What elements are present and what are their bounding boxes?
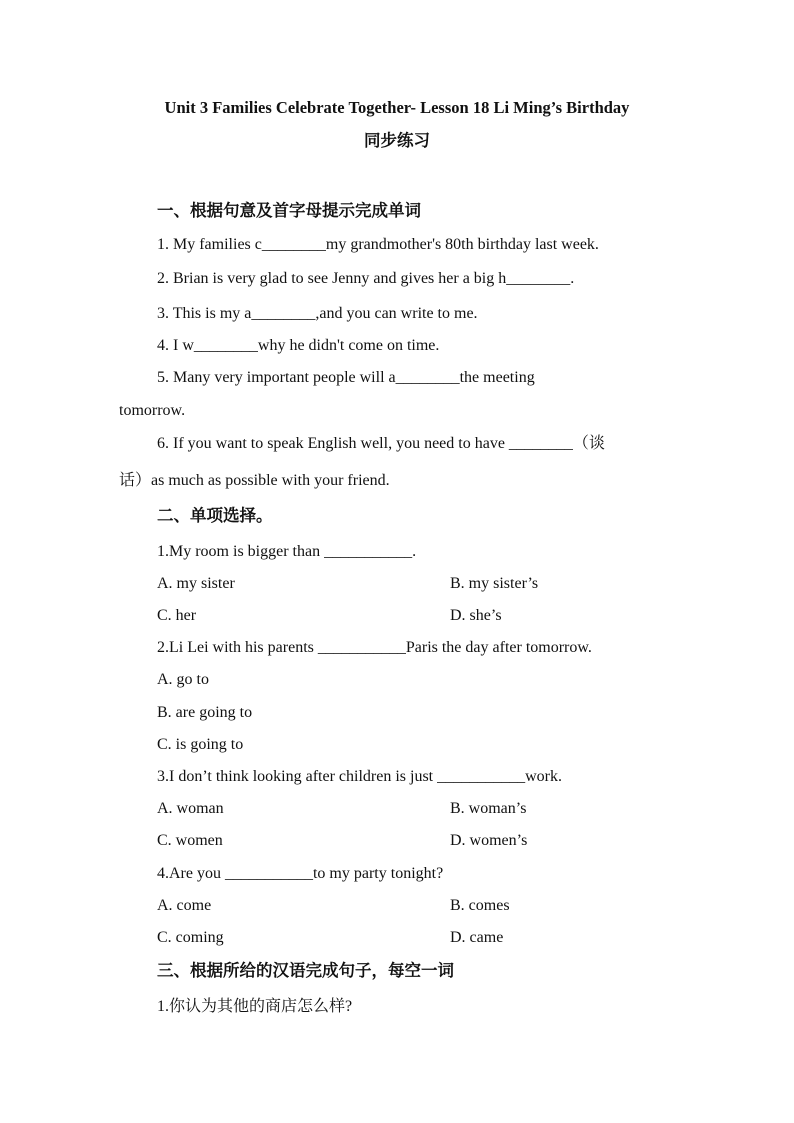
option-c: C. women <box>157 832 223 849</box>
option-d: D. women’s <box>450 832 528 849</box>
option-a: A. my sister <box>157 575 235 592</box>
section3-heading: 三、根据所给的汉语完成句子，每空一词 <box>157 961 454 980</box>
option-c: C. coming <box>157 929 224 946</box>
section1-item: 6. If you want to speak English well, you need to have ________（谈 <box>157 435 605 452</box>
section1-item-continuation: 话）as much as possible with your friend. <box>119 472 390 489</box>
option-d: D. came <box>450 929 504 946</box>
option-b: B. are going to <box>157 704 253 721</box>
question-stem: 1.My room is bigger than ___________. <box>157 543 417 560</box>
document-title: Unit 3 Families Celebrate Together- Lesson 18 Li Ming’s Birthday <box>164 98 630 117</box>
section1-item: 3. This is my a________,and you can write to me. <box>157 305 478 322</box>
section2-heading: 二、单项选择。 <box>157 506 273 525</box>
option-a: A. woman <box>157 800 224 817</box>
section1-item: 5. Many very important people will a________the meeting <box>157 369 535 386</box>
option-b: B. my sister’s <box>450 575 539 592</box>
option-d: D. she’s <box>450 607 502 624</box>
option-b: B. comes <box>450 897 510 914</box>
question-stem: 3.I don’t think looking after children is just ___________work. <box>157 768 562 785</box>
section1-item-continuation: tomorrow. <box>119 402 186 419</box>
option-a: A. come <box>157 897 212 914</box>
question-stem: 1.你认为其他的商店怎么样? <box>157 998 353 1015</box>
option-c: C. her <box>157 607 197 624</box>
section1-item: 2. Brian is very glad to see Jenny and gives her a big h________. <box>157 270 575 287</box>
section1-heading: 一、根据句意及首字母提示完成单词 <box>157 201 421 220</box>
option-b: B. woman’s <box>450 800 527 817</box>
section1-item: 1. My families c________my grandmother's 80th birthday last week. <box>157 236 599 253</box>
document-subtitle: 同步练习 <box>364 131 430 150</box>
section1-item: 4. I w________why he didn't come on time. <box>157 337 440 354</box>
option-c: C. is going to <box>157 736 244 753</box>
option-a: A. go to <box>157 671 209 688</box>
question-stem: 2.Li Lei with his parents ___________Paris the day after tomorrow. <box>157 639 592 656</box>
question-stem: 4.Are you ___________to my party tonight? <box>157 865 444 882</box>
